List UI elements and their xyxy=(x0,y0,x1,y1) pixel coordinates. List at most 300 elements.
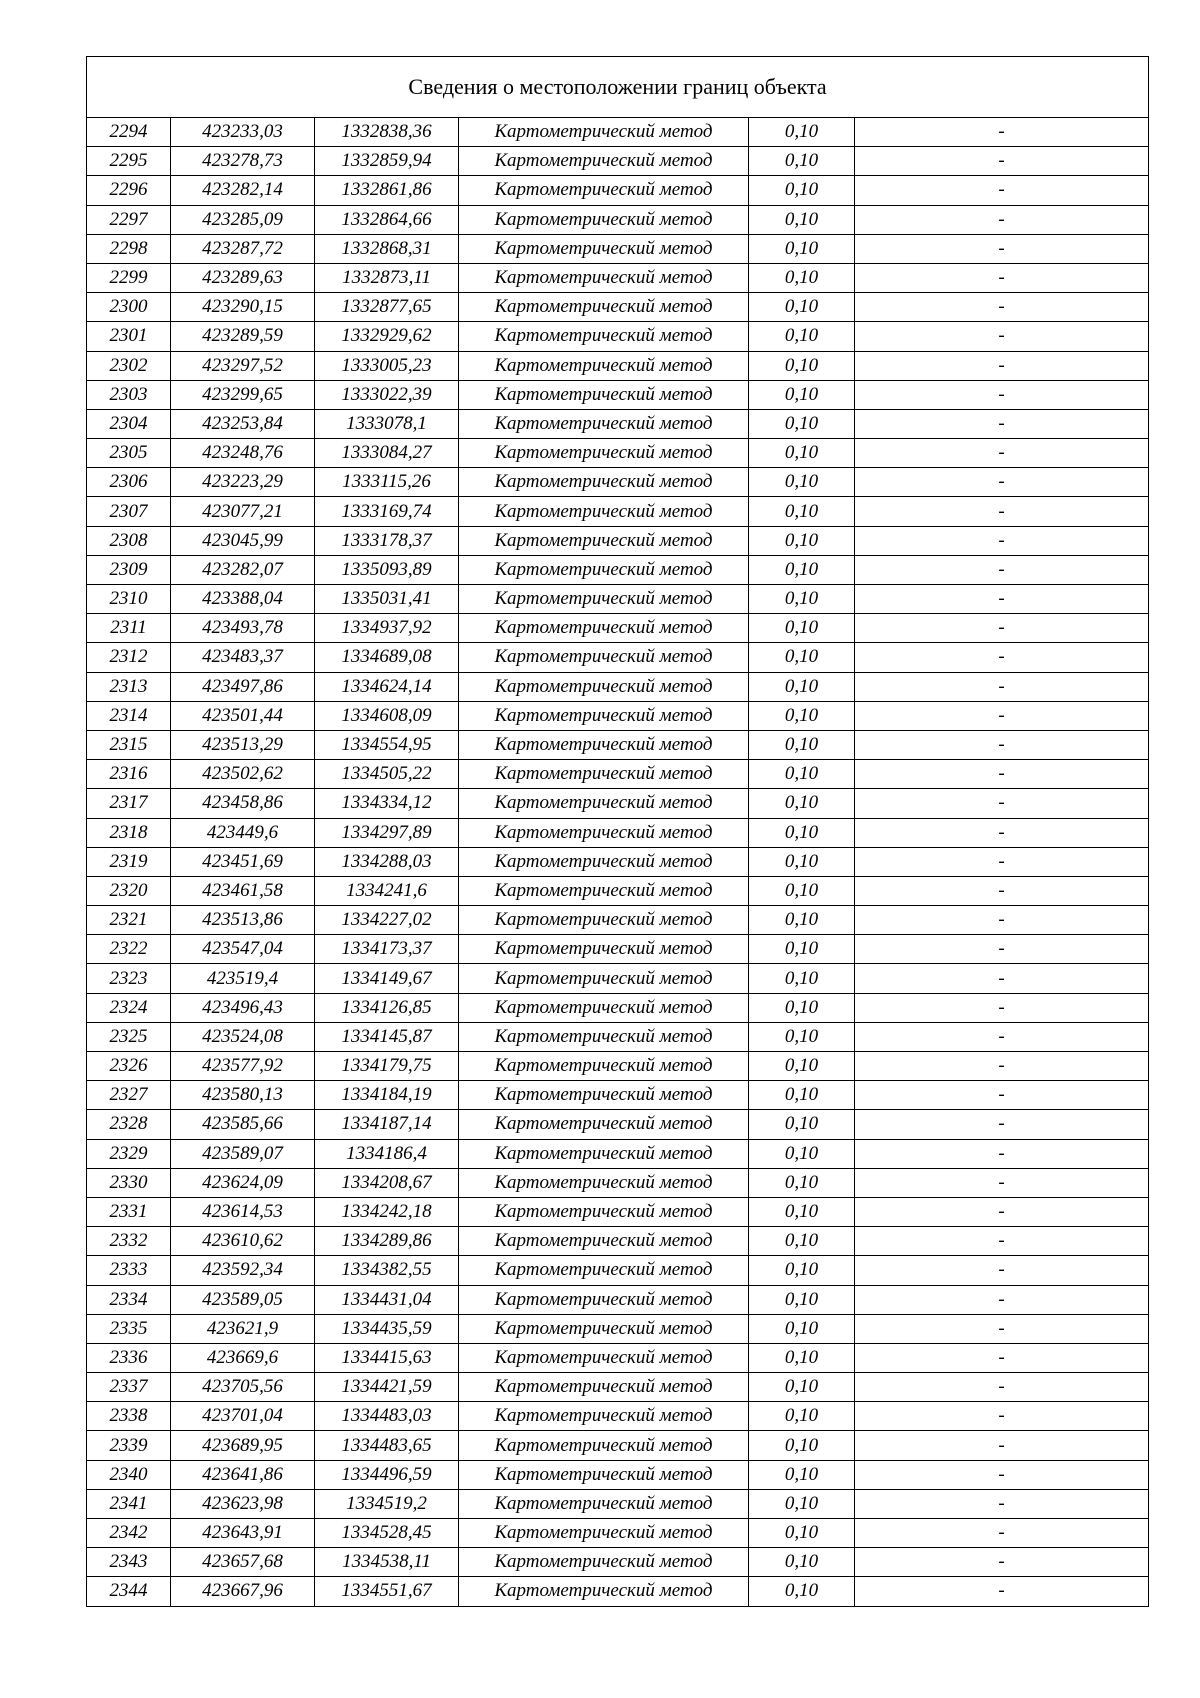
table-row xyxy=(87,1519,1149,1548)
method-cell: Картометрический метод xyxy=(459,1285,749,1314)
y-coordinate-cell: 1333115,26 xyxy=(315,468,459,497)
point-number-cell: 2317 xyxy=(87,789,171,818)
accuracy-cell: 0,10 xyxy=(749,643,855,672)
point-number-cell: 2302 xyxy=(87,351,171,380)
x-coordinate-cell: 423501,44 xyxy=(171,701,315,730)
point-number-cell: 2326 xyxy=(87,1052,171,1081)
method-cell: Картометрический метод xyxy=(459,789,749,818)
accuracy-cell: 0,10 xyxy=(749,1519,855,1548)
method-cell: Картометрический метод xyxy=(459,1548,749,1577)
method-cell: Картометрический метод xyxy=(459,147,749,176)
description-cell: - xyxy=(855,964,1149,993)
accuracy-cell: 0,10 xyxy=(749,614,855,643)
x-coordinate-cell: 423045,99 xyxy=(171,526,315,555)
accuracy-cell: 0,10 xyxy=(749,409,855,438)
accuracy-cell: 0,10 xyxy=(749,322,855,351)
method-cell: Картометрический метод xyxy=(459,1256,749,1285)
table-row xyxy=(87,760,1149,789)
description-cell: - xyxy=(855,1373,1149,1402)
description-cell: - xyxy=(855,205,1149,234)
y-coordinate-cell: 1334288,03 xyxy=(315,847,459,876)
y-coordinate-cell: 1332877,65 xyxy=(315,293,459,322)
point-number-cell: 2332 xyxy=(87,1227,171,1256)
description-cell: - xyxy=(855,1256,1149,1285)
table-row xyxy=(87,1373,1149,1402)
table-row xyxy=(87,585,1149,614)
y-coordinate-cell: 1333084,27 xyxy=(315,439,459,468)
accuracy-cell: 0,10 xyxy=(749,1139,855,1168)
point-number-cell: 2322 xyxy=(87,935,171,964)
y-coordinate-cell: 1334126,85 xyxy=(315,993,459,1022)
table-row xyxy=(87,380,1149,409)
y-coordinate-cell: 1334435,59 xyxy=(315,1314,459,1343)
method-cell: Картометрический метод xyxy=(459,1489,749,1518)
method-cell: Картометрический метод xyxy=(459,234,749,263)
x-coordinate-cell: 423524,08 xyxy=(171,1022,315,1051)
y-coordinate-cell: 1334496,59 xyxy=(315,1460,459,1489)
y-coordinate-cell: 1332859,94 xyxy=(315,147,459,176)
accuracy-cell: 0,10 xyxy=(749,1402,855,1431)
table-row xyxy=(87,1052,1149,1081)
y-coordinate-cell: 1332873,11 xyxy=(315,263,459,292)
x-coordinate-cell: 423513,29 xyxy=(171,730,315,759)
point-number-cell: 2323 xyxy=(87,964,171,993)
description-cell: - xyxy=(855,263,1149,292)
point-number-cell: 2342 xyxy=(87,1519,171,1548)
table-row xyxy=(87,1343,1149,1372)
description-cell: - xyxy=(855,1285,1149,1314)
description-cell: - xyxy=(855,1168,1149,1197)
point-number-cell: 2316 xyxy=(87,760,171,789)
table-row xyxy=(87,263,1149,292)
table-row xyxy=(87,876,1149,905)
table-row xyxy=(87,1285,1149,1314)
table-row xyxy=(87,1402,1149,1431)
method-cell: Картометрический метод xyxy=(459,906,749,935)
description-cell: - xyxy=(855,1227,1149,1256)
method-cell: Картометрический метод xyxy=(459,935,749,964)
description-cell: - xyxy=(855,847,1149,876)
table-row xyxy=(87,818,1149,847)
accuracy-cell: 0,10 xyxy=(749,789,855,818)
description-cell: - xyxy=(855,1577,1149,1606)
y-coordinate-cell: 1334528,45 xyxy=(315,1519,459,1548)
y-coordinate-cell: 1334689,08 xyxy=(315,643,459,672)
y-coordinate-cell: 1332868,31 xyxy=(315,234,459,263)
point-number-cell: 2304 xyxy=(87,409,171,438)
method-cell: Картометрический метод xyxy=(459,730,749,759)
method-cell: Картометрический метод xyxy=(459,526,749,555)
y-coordinate-cell: 1332929,62 xyxy=(315,322,459,351)
accuracy-cell: 0,10 xyxy=(749,1373,855,1402)
table-row xyxy=(87,1548,1149,1577)
x-coordinate-cell: 423248,76 xyxy=(171,439,315,468)
accuracy-cell: 0,10 xyxy=(749,964,855,993)
x-coordinate-cell: 423282,14 xyxy=(171,176,315,205)
point-number-cell: 2340 xyxy=(87,1460,171,1489)
description-cell: - xyxy=(855,351,1149,380)
description-cell: - xyxy=(855,1197,1149,1226)
description-cell: - xyxy=(855,789,1149,818)
accuracy-cell: 0,10 xyxy=(749,1052,855,1081)
x-coordinate-cell: 423077,21 xyxy=(171,497,315,526)
description-cell: - xyxy=(855,585,1149,614)
method-cell: Картометрический метод xyxy=(459,1577,749,1606)
description-cell: - xyxy=(855,1081,1149,1110)
accuracy-cell: 0,10 xyxy=(749,760,855,789)
y-coordinate-cell: 1334519,2 xyxy=(315,1489,459,1518)
y-coordinate-cell: 1334241,6 xyxy=(315,876,459,905)
accuracy-cell: 0,10 xyxy=(749,730,855,759)
x-coordinate-cell: 423285,09 xyxy=(171,205,315,234)
y-coordinate-cell: 1334483,03 xyxy=(315,1402,459,1431)
x-coordinate-cell: 423502,62 xyxy=(171,760,315,789)
accuracy-cell: 0,10 xyxy=(749,1022,855,1051)
accuracy-cell: 0,10 xyxy=(749,497,855,526)
method-cell: Картометрический метод xyxy=(459,263,749,292)
table-row xyxy=(87,1431,1149,1460)
x-coordinate-cell: 423585,66 xyxy=(171,1110,315,1139)
x-coordinate-cell: 423641,86 xyxy=(171,1460,315,1489)
description-cell: - xyxy=(855,1460,1149,1489)
point-number-cell: 2318 xyxy=(87,818,171,847)
accuracy-cell: 0,10 xyxy=(749,1431,855,1460)
accuracy-cell: 0,10 xyxy=(749,1256,855,1285)
description-cell: - xyxy=(855,1139,1149,1168)
accuracy-cell: 0,10 xyxy=(749,234,855,263)
table-row xyxy=(87,205,1149,234)
method-cell: Картометрический метод xyxy=(459,1081,749,1110)
table-row xyxy=(87,1227,1149,1256)
y-coordinate-cell: 1334289,86 xyxy=(315,1227,459,1256)
description-cell: - xyxy=(855,643,1149,672)
x-coordinate-cell: 423592,34 xyxy=(171,1256,315,1285)
description-cell: - xyxy=(855,730,1149,759)
accuracy-cell: 0,10 xyxy=(749,585,855,614)
accuracy-cell: 0,10 xyxy=(749,205,855,234)
y-coordinate-cell: 1334179,75 xyxy=(315,1052,459,1081)
table-row xyxy=(87,147,1149,176)
point-number-cell: 2295 xyxy=(87,147,171,176)
accuracy-cell: 0,10 xyxy=(749,993,855,1022)
accuracy-cell: 0,10 xyxy=(749,906,855,935)
x-coordinate-cell: 423493,78 xyxy=(171,614,315,643)
method-cell: Картометрический метод xyxy=(459,964,749,993)
x-coordinate-cell: 423705,56 xyxy=(171,1373,315,1402)
description-cell: - xyxy=(855,672,1149,701)
point-number-cell: 2299 xyxy=(87,263,171,292)
y-coordinate-cell: 1334242,18 xyxy=(315,1197,459,1226)
table-row xyxy=(87,176,1149,205)
x-coordinate-cell: 423669,6 xyxy=(171,1343,315,1372)
x-coordinate-cell: 423297,52 xyxy=(171,351,315,380)
description-cell: - xyxy=(855,1402,1149,1431)
accuracy-cell: 0,10 xyxy=(749,263,855,292)
description-cell: - xyxy=(855,876,1149,905)
point-number-cell: 2308 xyxy=(87,526,171,555)
table-row xyxy=(87,935,1149,964)
x-coordinate-cell: 423233,03 xyxy=(171,118,315,147)
y-coordinate-cell: 1332861,86 xyxy=(315,176,459,205)
y-coordinate-cell: 1334624,14 xyxy=(315,672,459,701)
description-cell: - xyxy=(855,234,1149,263)
point-number-cell: 2310 xyxy=(87,585,171,614)
point-number-cell: 2334 xyxy=(87,1285,171,1314)
table-row xyxy=(87,701,1149,730)
description-cell: - xyxy=(855,293,1149,322)
method-cell: Картометрический метод xyxy=(459,614,749,643)
point-number-cell: 2321 xyxy=(87,906,171,935)
description-cell: - xyxy=(855,380,1149,409)
point-number-cell: 2307 xyxy=(87,497,171,526)
x-coordinate-cell: 423290,15 xyxy=(171,293,315,322)
point-number-cell: 2314 xyxy=(87,701,171,730)
accuracy-cell: 0,10 xyxy=(749,1081,855,1110)
y-coordinate-cell: 1334334,12 xyxy=(315,789,459,818)
point-number-cell: 2306 xyxy=(87,468,171,497)
method-cell: Картометрический метод xyxy=(459,1431,749,1460)
method-cell: Картометрический метод xyxy=(459,1519,749,1548)
method-cell: Картометрический метод xyxy=(459,1402,749,1431)
point-number-cell: 2309 xyxy=(87,555,171,584)
method-cell: Картометрический метод xyxy=(459,439,749,468)
method-cell: Картометрический метод xyxy=(459,1022,749,1051)
x-coordinate-cell: 423289,63 xyxy=(171,263,315,292)
point-number-cell: 2335 xyxy=(87,1314,171,1343)
method-cell: Картометрический метод xyxy=(459,555,749,584)
accuracy-cell: 0,10 xyxy=(749,1548,855,1577)
point-number-cell: 2344 xyxy=(87,1577,171,1606)
table-row xyxy=(87,1139,1149,1168)
x-coordinate-cell: 423623,98 xyxy=(171,1489,315,1518)
y-coordinate-cell: 1334421,59 xyxy=(315,1373,459,1402)
method-cell: Картометрический метод xyxy=(459,643,749,672)
table-row xyxy=(87,1022,1149,1051)
y-coordinate-cell: 1334608,09 xyxy=(315,701,459,730)
x-coordinate-cell: 423614,53 xyxy=(171,1197,315,1226)
accuracy-cell: 0,10 xyxy=(749,147,855,176)
table-row xyxy=(87,964,1149,993)
method-cell: Картометрический метод xyxy=(459,701,749,730)
x-coordinate-cell: 423287,72 xyxy=(171,234,315,263)
x-coordinate-cell: 423451,69 xyxy=(171,847,315,876)
accuracy-cell: 0,10 xyxy=(749,1577,855,1606)
description-cell: - xyxy=(855,497,1149,526)
point-number-cell: 2327 xyxy=(87,1081,171,1110)
x-coordinate-cell: 423278,73 xyxy=(171,147,315,176)
method-cell: Картометрический метод xyxy=(459,847,749,876)
accuracy-cell: 0,10 xyxy=(749,1314,855,1343)
point-number-cell: 2330 xyxy=(87,1168,171,1197)
point-number-cell: 2320 xyxy=(87,876,171,905)
method-cell: Картометрический метод xyxy=(459,322,749,351)
table-row xyxy=(87,1110,1149,1139)
point-number-cell: 2303 xyxy=(87,380,171,409)
method-cell: Картометрический метод xyxy=(459,1227,749,1256)
accuracy-cell: 0,10 xyxy=(749,672,855,701)
description-cell: - xyxy=(855,118,1149,147)
x-coordinate-cell: 423253,84 xyxy=(171,409,315,438)
accuracy-cell: 0,10 xyxy=(749,526,855,555)
x-coordinate-cell: 423621,9 xyxy=(171,1314,315,1343)
table-row xyxy=(87,1256,1149,1285)
y-coordinate-cell: 1335031,41 xyxy=(315,585,459,614)
x-coordinate-cell: 423496,43 xyxy=(171,993,315,1022)
x-coordinate-cell: 423519,4 xyxy=(171,964,315,993)
method-cell: Картометрический метод xyxy=(459,1314,749,1343)
table-row xyxy=(87,118,1149,147)
description-cell: - xyxy=(855,614,1149,643)
description-cell: - xyxy=(855,1052,1149,1081)
y-coordinate-cell: 1334173,37 xyxy=(315,935,459,964)
x-coordinate-cell: 423689,95 xyxy=(171,1431,315,1460)
point-number-cell: 2311 xyxy=(87,614,171,643)
table-row xyxy=(87,526,1149,555)
accuracy-cell: 0,10 xyxy=(749,1343,855,1372)
table-row xyxy=(87,555,1149,584)
x-coordinate-cell: 423497,86 xyxy=(171,672,315,701)
accuracy-cell: 0,10 xyxy=(749,1168,855,1197)
method-cell: Картометрический метод xyxy=(459,118,749,147)
y-coordinate-cell: 1333005,23 xyxy=(315,351,459,380)
accuracy-cell: 0,10 xyxy=(749,847,855,876)
table-row xyxy=(87,1081,1149,1110)
point-number-cell: 2343 xyxy=(87,1548,171,1577)
description-cell: - xyxy=(855,176,1149,205)
y-coordinate-cell: 1334505,22 xyxy=(315,760,459,789)
point-number-cell: 2328 xyxy=(87,1110,171,1139)
accuracy-cell: 0,10 xyxy=(749,1285,855,1314)
accuracy-cell: 0,10 xyxy=(749,1227,855,1256)
x-coordinate-cell: 423223,29 xyxy=(171,468,315,497)
accuracy-cell: 0,10 xyxy=(749,701,855,730)
description-cell: - xyxy=(855,468,1149,497)
table-row xyxy=(87,293,1149,322)
method-cell: Картометрический метод xyxy=(459,672,749,701)
method-cell: Картометрический метод xyxy=(459,1139,749,1168)
x-coordinate-cell: 423624,09 xyxy=(171,1168,315,1197)
x-coordinate-cell: 423580,13 xyxy=(171,1081,315,1110)
point-number-cell: 2339 xyxy=(87,1431,171,1460)
point-number-cell: 2315 xyxy=(87,730,171,759)
accuracy-cell: 0,10 xyxy=(749,293,855,322)
x-coordinate-cell: 423667,96 xyxy=(171,1577,315,1606)
description-cell: - xyxy=(855,439,1149,468)
method-cell: Картометрический метод xyxy=(459,293,749,322)
y-coordinate-cell: 1333178,37 xyxy=(315,526,459,555)
table-row xyxy=(87,643,1149,672)
accuracy-cell: 0,10 xyxy=(749,1197,855,1226)
point-number-cell: 2338 xyxy=(87,1402,171,1431)
table-row xyxy=(87,1197,1149,1226)
point-number-cell: 2312 xyxy=(87,643,171,672)
point-number-cell: 2331 xyxy=(87,1197,171,1226)
table-row xyxy=(87,1577,1149,1606)
method-cell: Картометрический метод xyxy=(459,497,749,526)
description-cell: - xyxy=(855,526,1149,555)
y-coordinate-cell: 1332864,66 xyxy=(315,205,459,234)
table-row xyxy=(87,497,1149,526)
method-cell: Картометрический метод xyxy=(459,380,749,409)
x-coordinate-cell: 423289,59 xyxy=(171,322,315,351)
y-coordinate-cell: 1334483,65 xyxy=(315,1431,459,1460)
table-title: Сведения о местоположении границ объекта xyxy=(87,57,1149,118)
y-coordinate-cell: 1334937,92 xyxy=(315,614,459,643)
x-coordinate-cell: 423299,65 xyxy=(171,380,315,409)
table-row xyxy=(87,1314,1149,1343)
description-cell: - xyxy=(855,701,1149,730)
table-row xyxy=(87,468,1149,497)
x-coordinate-cell: 423282,07 xyxy=(171,555,315,584)
description-cell: - xyxy=(855,322,1149,351)
y-coordinate-cell: 1334187,14 xyxy=(315,1110,459,1139)
table-row xyxy=(87,672,1149,701)
accuracy-cell: 0,10 xyxy=(749,876,855,905)
point-number-cell: 2325 xyxy=(87,1022,171,1051)
accuracy-cell: 0,10 xyxy=(749,351,855,380)
point-number-cell: 2300 xyxy=(87,293,171,322)
method-cell: Картометрический метод xyxy=(459,468,749,497)
accuracy-cell: 0,10 xyxy=(749,935,855,964)
y-coordinate-cell: 1334431,04 xyxy=(315,1285,459,1314)
x-coordinate-cell: 423589,05 xyxy=(171,1285,315,1314)
x-coordinate-cell: 423657,68 xyxy=(171,1548,315,1577)
table-row xyxy=(87,234,1149,263)
x-coordinate-cell: 423388,04 xyxy=(171,585,315,614)
description-cell: - xyxy=(855,993,1149,1022)
description-cell: - xyxy=(855,1314,1149,1343)
y-coordinate-cell: 1334554,95 xyxy=(315,730,459,759)
point-number-cell: 2341 xyxy=(87,1489,171,1518)
description-cell: - xyxy=(855,147,1149,176)
x-coordinate-cell: 423547,04 xyxy=(171,935,315,964)
y-coordinate-cell: 1334227,02 xyxy=(315,906,459,935)
accuracy-cell: 0,10 xyxy=(749,1110,855,1139)
x-coordinate-cell: 423589,07 xyxy=(171,1139,315,1168)
boundary-coordinates-table xyxy=(86,56,1149,1607)
table-row xyxy=(87,439,1149,468)
y-coordinate-cell: 1334208,67 xyxy=(315,1168,459,1197)
x-coordinate-cell: 423701,04 xyxy=(171,1402,315,1431)
accuracy-cell: 0,10 xyxy=(749,818,855,847)
point-number-cell: 2294 xyxy=(87,118,171,147)
description-cell: - xyxy=(855,1519,1149,1548)
description-cell: - xyxy=(855,760,1149,789)
y-coordinate-cell: 1332838,36 xyxy=(315,118,459,147)
table-row xyxy=(87,993,1149,1022)
point-number-cell: 2333 xyxy=(87,1256,171,1285)
description-cell: - xyxy=(855,1489,1149,1518)
description-cell: - xyxy=(855,1110,1149,1139)
method-cell: Картометрический метод xyxy=(459,1373,749,1402)
accuracy-cell: 0,10 xyxy=(749,380,855,409)
description-cell: - xyxy=(855,1431,1149,1460)
x-coordinate-cell: 423643,91 xyxy=(171,1519,315,1548)
x-coordinate-cell: 423610,62 xyxy=(171,1227,315,1256)
y-coordinate-cell: 1334538,11 xyxy=(315,1548,459,1577)
table-row xyxy=(87,322,1149,351)
point-number-cell: 2329 xyxy=(87,1139,171,1168)
accuracy-cell: 0,10 xyxy=(749,555,855,584)
y-coordinate-cell: 1335093,89 xyxy=(315,555,459,584)
method-cell: Картометрический метод xyxy=(459,1168,749,1197)
description-cell: - xyxy=(855,818,1149,847)
y-coordinate-cell: 1334184,19 xyxy=(315,1081,459,1110)
table-row xyxy=(87,409,1149,438)
method-cell: Картометрический метод xyxy=(459,760,749,789)
x-coordinate-cell: 423483,37 xyxy=(171,643,315,672)
accuracy-cell: 0,10 xyxy=(749,1489,855,1518)
